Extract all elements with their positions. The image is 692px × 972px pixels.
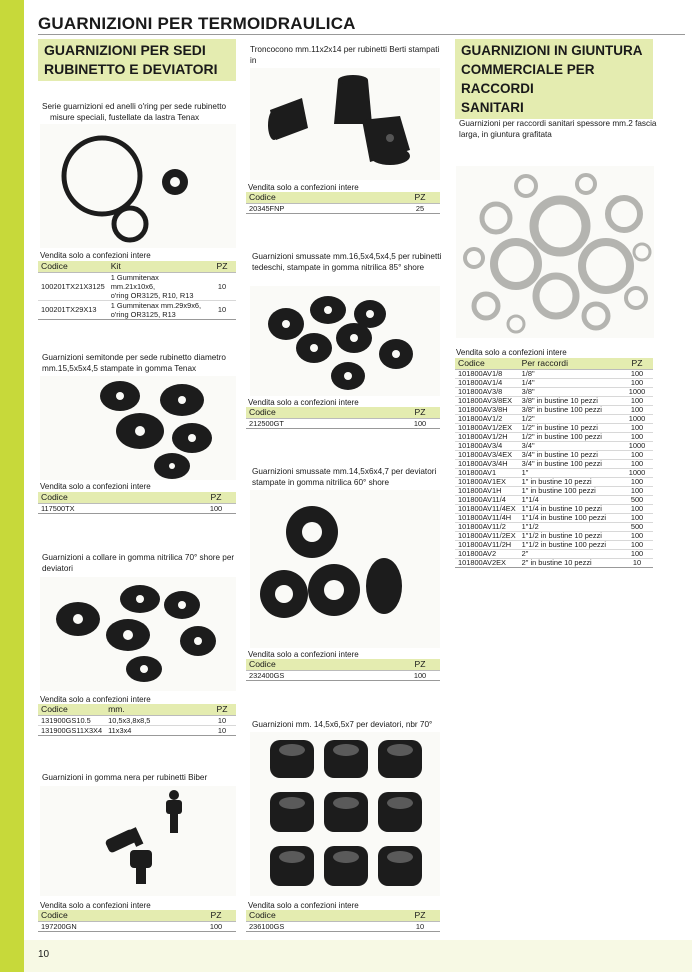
- cell-code: 232400GS: [246, 670, 400, 680]
- col-header-pz: PZ: [400, 192, 440, 203]
- cell-code: 100201TX29X13: [38, 300, 108, 319]
- cell-pz: 100: [621, 540, 653, 549]
- product-description-oring: [42, 101, 242, 123]
- cell-pz: 100: [621, 423, 653, 432]
- cell-code: 117500TX: [38, 503, 196, 513]
- cell-size: 1/4": [519, 378, 621, 387]
- cell-code: 212500GT: [246, 418, 400, 428]
- table-row: [38, 503, 236, 513]
- description-line: larga, in giuntura grafitata: [459, 130, 552, 139]
- cell-pz: 100: [621, 513, 653, 522]
- sales-note: Vendita solo a confezioni intere: [248, 183, 359, 192]
- cell-pz: 1000: [621, 387, 653, 396]
- table-row: [455, 405, 653, 414]
- product-description-smussate14: [252, 466, 448, 488]
- product-description-smussate16: [252, 251, 448, 273]
- cell-pz: 100: [400, 418, 440, 428]
- col-header-pz: PZ: [621, 358, 653, 369]
- cell-code: 101800AV1/4: [455, 378, 519, 387]
- cell-mm: 11x3x4: [105, 725, 208, 735]
- sales-note: Vendita solo a confezioni intere: [248, 398, 359, 407]
- cell-code: 101800AV2: [455, 549, 519, 558]
- cell-pz: 1000: [621, 441, 653, 450]
- title-divider: [38, 34, 685, 35]
- cell-size: 3/8" in bustine 10 pezzi: [519, 396, 621, 405]
- table-row: [38, 725, 236, 735]
- description-line: stampate in gomma nitrilica 60° shore: [252, 478, 390, 487]
- cell-size: 1"1/4 in bustine 10 pezzi: [519, 504, 621, 513]
- cell-pz: 10: [208, 300, 236, 319]
- section-heading-line: RUBINETTO E DEVIATORI: [44, 61, 218, 77]
- table-row: [455, 531, 653, 540]
- cell-code: 236100GS: [246, 921, 400, 931]
- table-row: [246, 921, 440, 931]
- cell-code: 101800AV1: [455, 468, 519, 477]
- cell-size: 2" in bustine 10 pezzi: [519, 558, 621, 567]
- col-header-code: Codice: [246, 910, 400, 921]
- description-line: Serie guarnizioni ed anelli o'ring per sede rubinetto: [42, 102, 227, 111]
- cell-pz: 10: [208, 725, 236, 735]
- table-row: [455, 486, 653, 495]
- kit-line: o'ring OR3125, R10, R13: [110, 290, 194, 300]
- cell-code: 101800AV1EX: [455, 477, 519, 486]
- table-row: [246, 670, 440, 680]
- cell-pz: 100: [621, 396, 653, 405]
- cell-size: 1" in bustine 10 pezzi: [519, 477, 621, 486]
- table-row: [38, 921, 236, 931]
- section-heading-line: COMMERCIALE PER RACCORDI: [461, 62, 595, 96]
- table-row: [455, 504, 653, 513]
- section-heading-sedi: [38, 39, 236, 81]
- product-photo-biber: [40, 786, 236, 896]
- cell-pz: 10: [208, 715, 236, 725]
- description-line: deviatori: [42, 564, 73, 573]
- product-photo-troncocono: [250, 68, 440, 180]
- description-line: Guarnizioni in gomma nera per rubinetti Biber: [42, 773, 208, 782]
- page-number: 10: [38, 949, 50, 960]
- product-photo-raccordi: [456, 166, 654, 338]
- col-header-kit: Kit: [108, 261, 208, 272]
- product-photo-oring: [40, 124, 236, 248]
- cell-code: 197200GN: [38, 921, 196, 931]
- table-row: [455, 414, 653, 423]
- kit-line: 1 Gummitenax mm.21x10x6,: [110, 272, 159, 291]
- table-row: [455, 513, 653, 522]
- col-header-pz: PZ: [400, 910, 440, 921]
- col-header-pz: PZ: [196, 492, 236, 503]
- col-header-code: Codice: [246, 659, 400, 670]
- product-table-nbr: [246, 910, 440, 932]
- cell-size: 3/4": [519, 441, 621, 450]
- sales-note: Vendita solo a confezioni intere: [248, 901, 359, 910]
- sales-note: Vendita solo a confezioni intere: [40, 482, 151, 491]
- cell-pz: 500: [621, 495, 653, 504]
- cell-pz: 100: [400, 670, 440, 680]
- sales-note: Vendita solo a confezioni intere: [40, 251, 151, 260]
- cell-pz: 100: [621, 405, 653, 414]
- cell-size: 1/2": [519, 414, 621, 423]
- table-row: [455, 396, 653, 405]
- product-table-biber: [38, 910, 236, 932]
- col-header-code: Codice: [38, 492, 196, 503]
- table-row: [455, 378, 653, 387]
- cell-code: 131900GS10.5: [38, 715, 105, 725]
- cell-pz: 25: [400, 203, 440, 213]
- description-line: tedeschi, stampate in gomma nitrilica 85° shore: [252, 263, 425, 272]
- cell-pz: 100: [621, 459, 653, 468]
- product-photo-semitonde: [40, 376, 236, 480]
- table-row: [455, 540, 653, 549]
- cell-code: 101800AV2EX: [455, 558, 519, 567]
- cell-pz: 100: [621, 549, 653, 558]
- cell-size: 1": [519, 468, 621, 477]
- description-line: Guarnizioni a collare in gomma nitrilica 70° shore per: [42, 553, 235, 562]
- cell-mm: 10,5x3,8x8,5: [105, 715, 208, 725]
- cell-size: 1/2" in bustine 10 pezzi: [519, 423, 621, 432]
- table-row: [455, 468, 653, 477]
- product-description-semitonde: [42, 352, 242, 374]
- cell-size: 1"1/2 in bustine 100 pezzi: [519, 540, 621, 549]
- product-table-semitonde: [38, 492, 236, 514]
- cell-pz: 10: [621, 558, 653, 567]
- cell-size: 1/2" in bustine 100 pezzi: [519, 432, 621, 441]
- cell-pz: 10: [400, 921, 440, 931]
- left-accent-bar: [0, 0, 24, 972]
- cell-size: 1"1/4: [519, 495, 621, 504]
- cell-code: 131900GS11X3X4: [38, 725, 105, 735]
- table-row: [455, 522, 653, 531]
- cell-code: 101800AV11/4H: [455, 513, 519, 522]
- product-description-raccordi: [459, 118, 659, 140]
- cell-pz: 100: [621, 369, 653, 378]
- col-header-pz: PZ: [208, 704, 236, 715]
- product-table-troncocono: [246, 192, 440, 214]
- kit-line: o'ring OR3125, R13: [110, 309, 176, 319]
- cell-code: 101800AV1/2H: [455, 432, 519, 441]
- cell-kit: [108, 300, 208, 319]
- section-heading-line: GUARNIZIONI IN GIUNTURA: [461, 43, 643, 58]
- cell-code: 101800AV11/2: [455, 522, 519, 531]
- product-photo-smussate14: [250, 490, 440, 648]
- table-row: [455, 369, 653, 378]
- cell-code: 20345FNP: [246, 203, 400, 213]
- table-row: [455, 495, 653, 504]
- description-line: Guarnizioni mm. 14,5x6,5x7 per deviatori, nbr 70°: [252, 720, 433, 729]
- table-row: [455, 558, 653, 567]
- table-row: [455, 441, 653, 450]
- cell-code: 101800AV1/2: [455, 414, 519, 423]
- cell-pz: 100: [621, 504, 653, 513]
- cell-pz: 100: [621, 486, 653, 495]
- product-table-raccordi: [455, 358, 653, 568]
- table-row: [246, 418, 440, 428]
- cell-code: 101800AV1/8: [455, 369, 519, 378]
- table-row: [455, 432, 653, 441]
- cell-pz: 1000: [621, 468, 653, 477]
- page-title: GUARNIZIONI PER TERMOIDRAULICA: [38, 14, 356, 33]
- col-header-pz: PZ: [400, 407, 440, 418]
- description-line: Guarnizioni per raccordi sanitari spessore mm.2 fascia: [459, 119, 657, 128]
- col-header-pz: PZ: [196, 910, 236, 921]
- cell-code: 101800AV11/4EX: [455, 504, 519, 513]
- section-heading-line: GUARNIZIONI PER SEDI: [44, 42, 206, 58]
- table-row: [455, 387, 653, 396]
- col-header-mm: mm.: [105, 704, 208, 715]
- description-line: mm.15,5x5x4,5 stampate in gomma Tenax: [42, 364, 197, 373]
- section-heading-giuntura: [455, 39, 653, 119]
- cell-code: 101800AV3/4H: [455, 459, 519, 468]
- table-row: [38, 715, 236, 725]
- table-row: [455, 459, 653, 468]
- product-table-collare: [38, 704, 236, 736]
- cell-size: 1"1/2 in bustine 10 pezzi: [519, 531, 621, 540]
- cell-kit: [108, 272, 208, 300]
- cell-pz: 100: [196, 921, 236, 931]
- cell-pz: 10: [208, 272, 236, 300]
- product-table-oring: [38, 261, 236, 320]
- sales-note: Vendita solo a confezioni intere: [40, 695, 151, 704]
- cell-code: 101800AV3/8H: [455, 405, 519, 414]
- footer-band: [24, 940, 692, 972]
- cell-pz: 100: [621, 378, 653, 387]
- cell-size: 1"1/4 in bustine 100 pezzi: [519, 513, 621, 522]
- col-header-code: Codice: [455, 358, 519, 369]
- col-header-pz: PZ: [400, 659, 440, 670]
- description-line: Guarnizioni smussate mm.16,5x4,5x4,5 per rubinetti: [252, 252, 442, 261]
- product-table-smussate14: [246, 659, 440, 681]
- table-row: [455, 549, 653, 558]
- cell-pz: 500: [621, 522, 653, 531]
- description-line: Guarnizioni semitonde per sede rubinetto diametro: [42, 353, 226, 362]
- col-header-code: Codice: [246, 407, 400, 418]
- col-header-code: Codice: [246, 192, 400, 203]
- cell-pz: 100: [196, 503, 236, 513]
- product-description-biber: [42, 772, 242, 783]
- product-photo-smussate16: [250, 286, 440, 396]
- sales-note: Vendita solo a confezioni intere: [456, 348, 567, 357]
- sales-note: Vendita solo a confezioni intere: [248, 650, 359, 659]
- table-row: [38, 300, 236, 319]
- cell-code: 101800AV3/8: [455, 387, 519, 396]
- col-header-code: Codice: [38, 704, 105, 715]
- col-header-pz: PZ: [208, 261, 236, 272]
- product-description-collare: [42, 552, 242, 574]
- description-line: misure speciali, fustellate da lastra Tenax: [50, 113, 200, 122]
- cell-size: 1/8": [519, 369, 621, 378]
- table-row: [455, 450, 653, 459]
- kit-line: 1 Gummitenax mm.29x9x6,: [110, 300, 202, 310]
- product-photo-collare: [40, 577, 236, 691]
- cell-code: 101800AV11/4: [455, 495, 519, 504]
- table-row: [455, 423, 653, 432]
- cell-size: 3/4" in bustine 10 pezzi: [519, 450, 621, 459]
- cell-code: 101800AV11/2H: [455, 540, 519, 549]
- table-row: [455, 477, 653, 486]
- cell-size: 3/8": [519, 387, 621, 396]
- cell-code: 100201TX21X3125: [38, 272, 108, 300]
- cell-code: 101800AV1H: [455, 486, 519, 495]
- table-row: [246, 203, 440, 213]
- col-header-raccordi: Per raccordi: [519, 358, 621, 369]
- cell-code: 101800AV1/2EX: [455, 423, 519, 432]
- cell-pz: 100: [621, 450, 653, 459]
- cell-code: 101800AV3/4EX: [455, 450, 519, 459]
- col-header-code: Codice: [38, 910, 196, 921]
- cell-pz: 100: [621, 477, 653, 486]
- sales-note: Vendita solo a confezioni intere: [40, 901, 151, 910]
- cell-pz: 1000: [621, 414, 653, 423]
- cell-code: 101800AV3/4: [455, 441, 519, 450]
- cell-code: 101800AV3/8EX: [455, 396, 519, 405]
- col-header-code: Codice: [38, 261, 108, 272]
- cell-size: 2": [519, 549, 621, 558]
- description-line: Guarnizioni smussate mm.14,5x6x4,7 per deviatori: [252, 467, 437, 476]
- table-row: [38, 272, 236, 300]
- cell-size: 3/4" in bustine 100 pezzi: [519, 459, 621, 468]
- description-line: Troncocono mm.11x2x14 per rubinetti Berti stampati in: [250, 45, 440, 65]
- cell-size: 3/8" in bustine 100 pezzi: [519, 405, 621, 414]
- product-table-smussate16: [246, 407, 440, 429]
- cell-pz: 100: [621, 531, 653, 540]
- cell-pz: 100: [621, 432, 653, 441]
- product-photo-nbr: [250, 732, 440, 896]
- cell-code: 101800AV11/2EX: [455, 531, 519, 540]
- cell-size: 1" in bustine 100 pezzi: [519, 486, 621, 495]
- section-heading-line: SANITARI: [461, 100, 524, 115]
- cell-size: 1"1/2: [519, 522, 621, 531]
